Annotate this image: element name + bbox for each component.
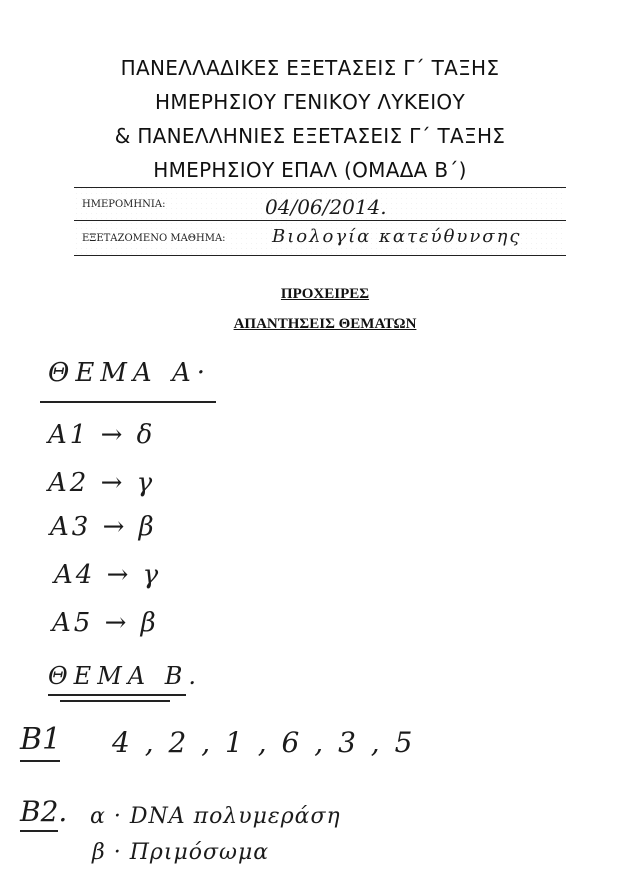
header-line-4: ΗΜΕΡΗΣΙΟΥ ΕΠΑΛ (ΟΜΑΔΑ Β΄) — [153, 158, 467, 182]
answer-a5: Α5 → β — [52, 608, 159, 638]
theme-a-heading: ΘΕΜΑ Α· — [48, 358, 211, 388]
answer-a4: Α4 → γ — [54, 560, 162, 590]
date-label: ΗΜΕΡΟΜΗΝΙΑ: — [82, 199, 166, 210]
subject-value: Βιολογία κατεύθυνσης — [272, 226, 522, 247]
theme-b-underline-1 — [48, 694, 186, 696]
b2-label-underline — [20, 830, 58, 832]
header-line-1: ΠΑΝΕΛΛΑΔΙΚΕΣ ΕΞΕΤΑΣΕΙΣ Γ΄ ΤΑΞΗΣ — [120, 56, 500, 80]
theme-b-underline-2 — [60, 700, 170, 702]
answer-a3: Α3 → β — [50, 512, 157, 542]
answer-a1: Α1 → δ — [48, 420, 156, 450]
subject-label: ΕΞΕΤΑΖΟΜΕΝΟ ΜΑΘΗΜΑ: — [82, 233, 226, 244]
header-line-2: ΗΜΕΡΗΣΙΟΥ ΓΕΝΙΚΟΥ ΛΥΚΕΙΟΥ — [155, 90, 465, 114]
form-top-line — [74, 187, 566, 188]
answer-b2-label: Β2. — [20, 795, 68, 828]
form-bottom-line — [74, 255, 566, 256]
form-middle-line — [74, 220, 566, 221]
answer-b1-label: Β1 — [20, 722, 62, 757]
theme-b-heading: ΘΕΜΑ Β. — [48, 662, 202, 690]
b1-label-underline — [20, 760, 60, 762]
header-line-3: & ΠΑΝΕΛΛΗΝΙΕΣ ΕΞΕΤΑΣΕΙΣ Γ΄ ΤΑΞΗΣ — [114, 124, 506, 148]
answer-b2-line2: β · Πριμόσωμα — [92, 840, 270, 865]
answer-a2: Α2 → γ — [48, 468, 156, 498]
section-title-drafts: ΠΡΟΧΕΙΡΕΣ — [280, 286, 370, 302]
theme-a-underline — [40, 401, 216, 403]
section-title-answers: ΑΠΑΝΤΗΣΕΙΣ ΘΕΜΑΤΩΝ — [233, 316, 417, 332]
date-value: 04/06/2014. — [265, 195, 387, 219]
answer-b2-line1: α · DNA πολυμεράση — [90, 804, 341, 829]
answer-b1-value: 4 , 2 , 1 , 6 , 3 , 5 — [112, 726, 416, 759]
